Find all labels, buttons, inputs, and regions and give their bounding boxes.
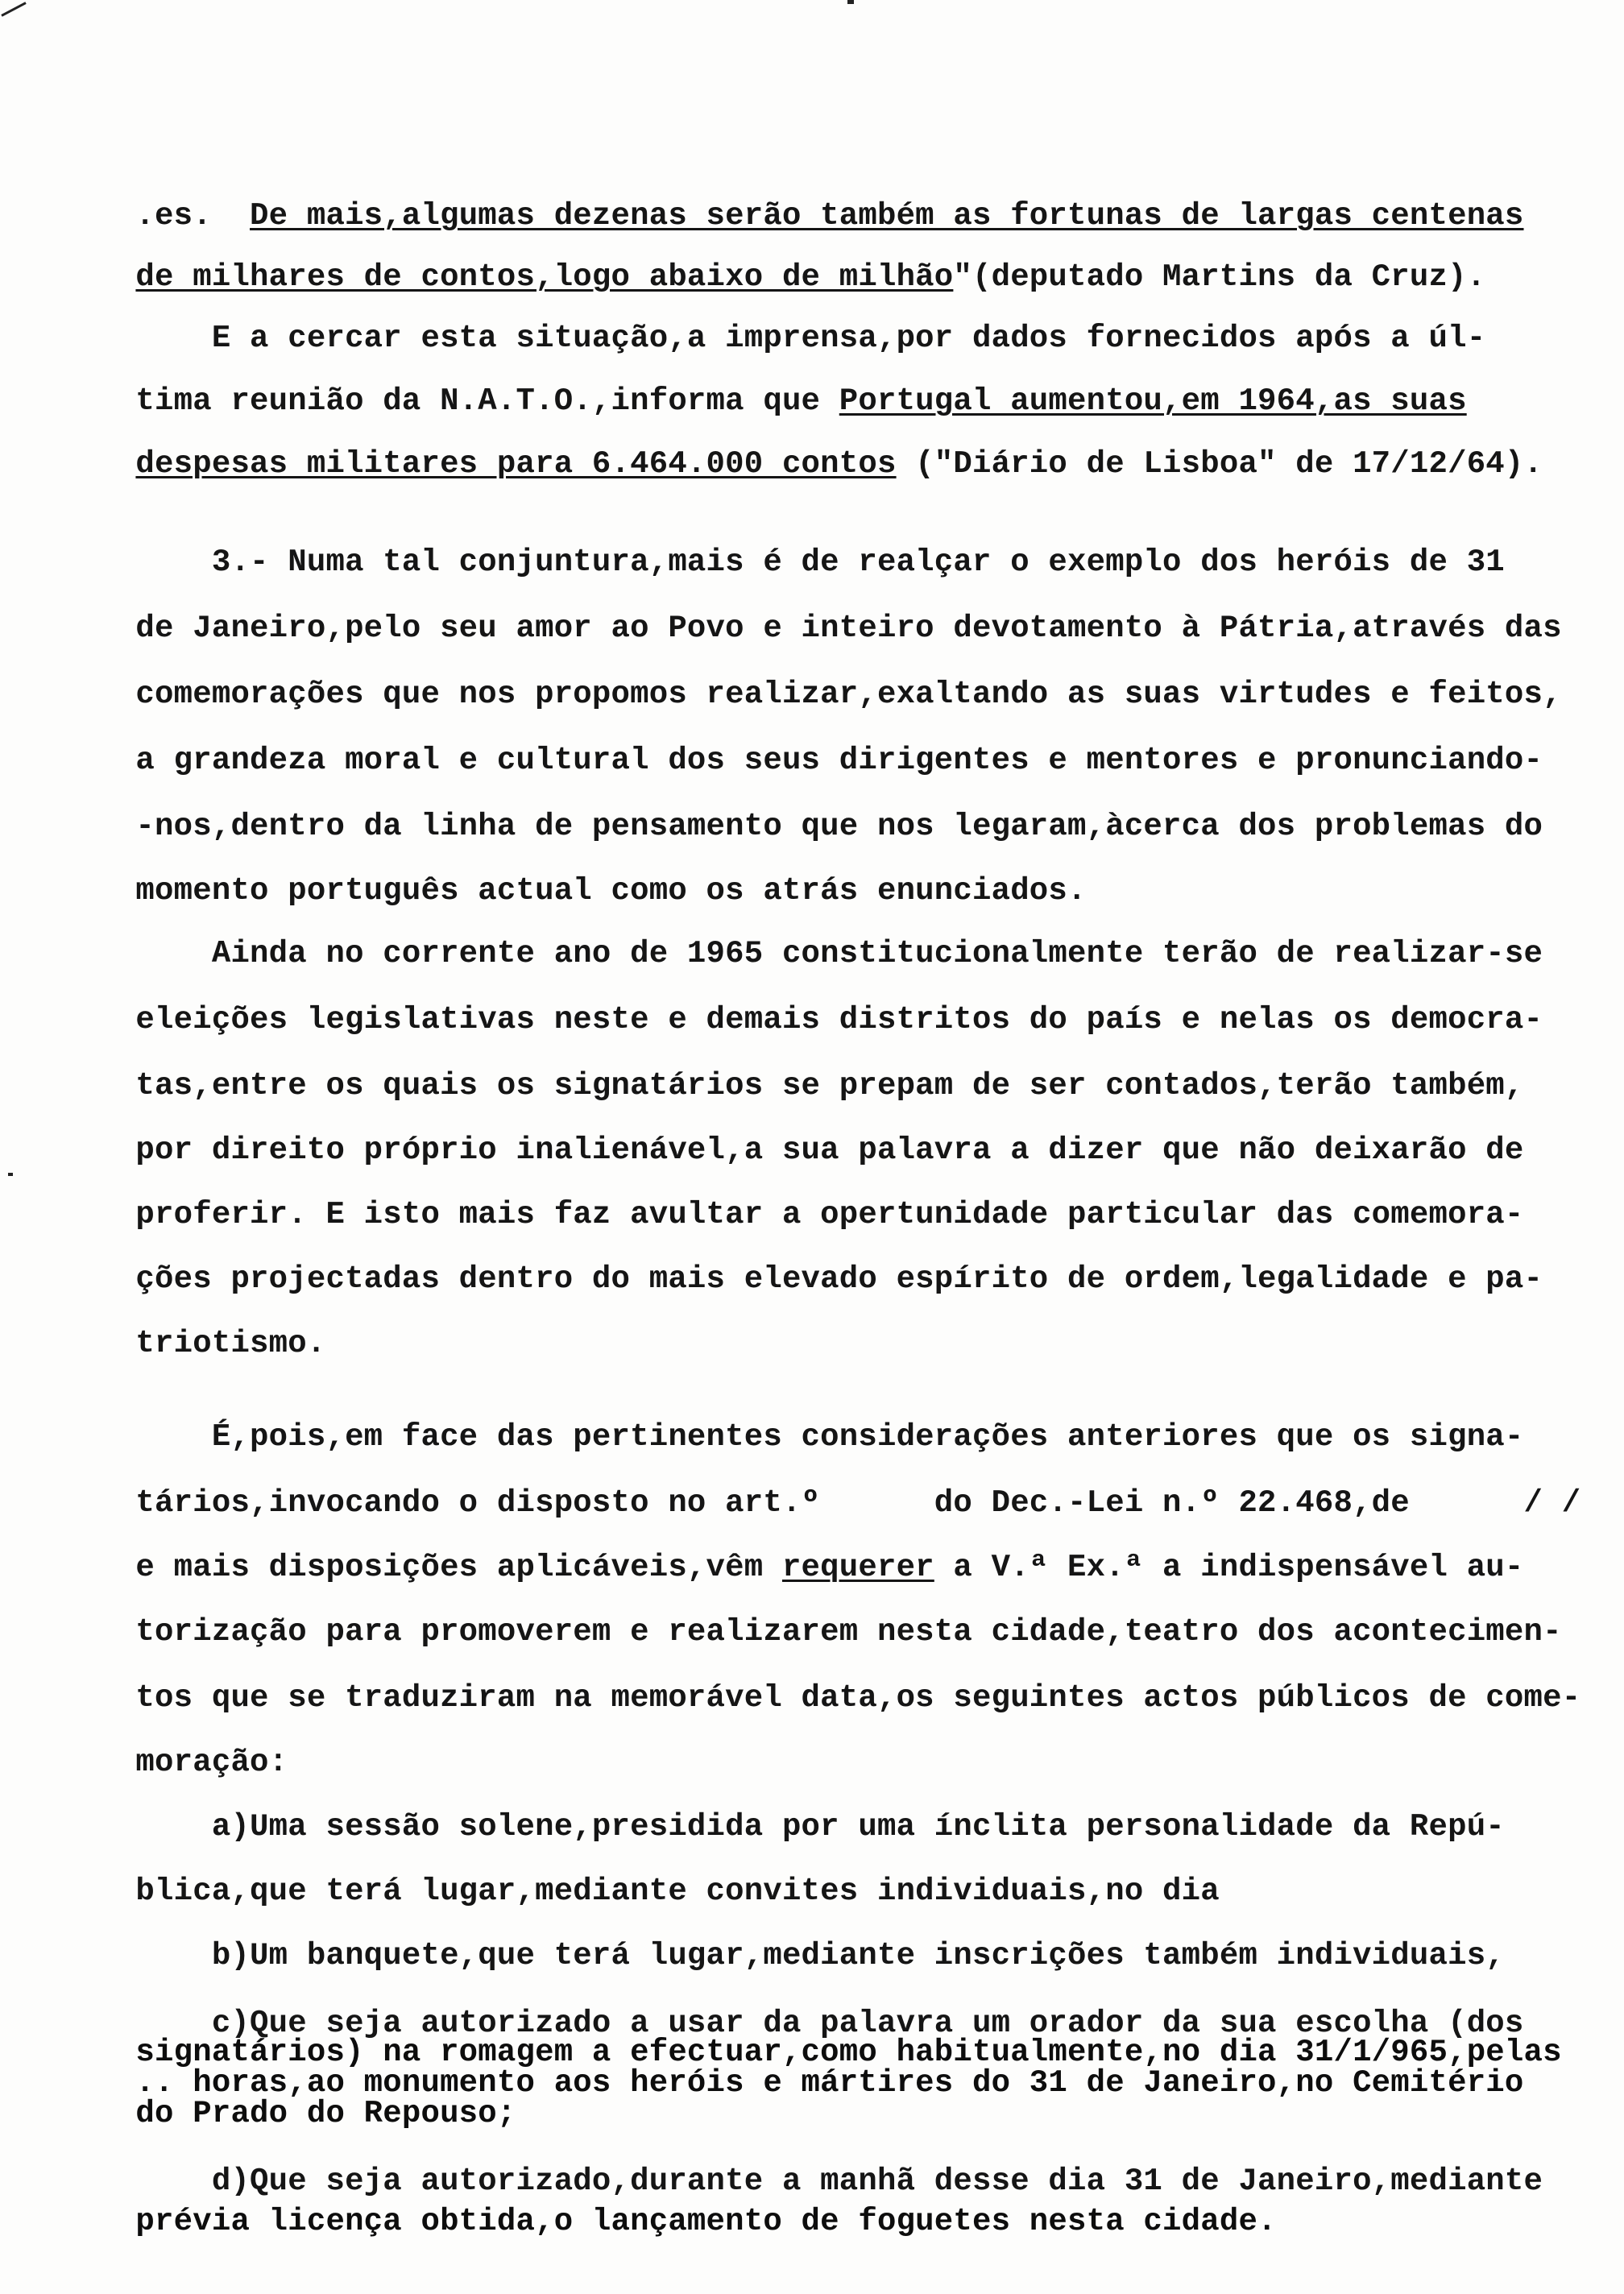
line-segment: c)Que seja autorizado a usar da palavra um orador da sua escolha (dos (135, 2006, 1524, 2041)
line-segment: tos que se traduziram na memorável data,os seguintes actos públicos de come- (135, 1680, 1581, 1716)
line-segment: tas,entre os quais os signatários se prepam de ser contados,terão também, (135, 1068, 1524, 1104)
line-segment: tima reunião da N.A.T.O.,informa que (135, 383, 839, 419)
scan-edge-speck (8, 1173, 13, 1176)
line-segment: -nos,dentro da linha de pensamento que nos legaram,àcerca dos problemas do (135, 809, 1543, 844)
line-segment: torização para promoverem e realizarem nesta cidade,teatro dos acontecimen- (135, 1614, 1562, 1650)
underlined-phrase: Portugal aumentou,em 1964,as suas (839, 383, 1467, 419)
line-segment: b)Um banquete,que terá lugar,mediante inscrições também individuais, (135, 1938, 1505, 1973)
line-segment: eleições legislativas neste e demais distritos do país e nelas os democra- (135, 1002, 1543, 1037)
underlined-phrase: de milhares de contos,logo abaixo de milhão (135, 259, 954, 295)
line-segment: a)Uma sessão solene,presidida por uma ínclita personalidade da Repú- (135, 1809, 1505, 1845)
line-segment: a grandeza moral e cultural dos seus dirigentes e mentores e pronunciando- (135, 743, 1543, 778)
line-segment: ções projectadas dentro do mais elevado espírito de ordem,legalidade e pa- (135, 1261, 1543, 1297)
line-segment: triotismo. (135, 1326, 326, 1361)
line-segment: .es. (135, 198, 251, 234)
line-segment: blica,que terá lugar,mediante convites individuais,no dia (135, 1874, 1220, 1909)
line-segment: a V.ª Ex.ª a indispensável au- (934, 1550, 1524, 1585)
underlined-phrase: despesas militares para 6.464.000 contos (135, 446, 897, 482)
line-segment: "(deputado Martins da Cruz). (953, 259, 1486, 295)
line-segment: e mais disposições aplicáveis,vêm (135, 1550, 782, 1585)
line-segment: comemorações que nos propomos realizar,exaltando as suas virtudes e feitos, (135, 677, 1562, 712)
line-segment: proferir. E isto mais faz avultar a opertunidade particular das comemora- (135, 1197, 1524, 1232)
line-segment: momento português actual como os atrás enunciados. (135, 873, 1087, 909)
text-line-33 (60, 2159, 1277, 2284)
line-segment: moração: (135, 1745, 288, 1780)
line-segment: É,pois,em face das pertinentes considerações anteriores que os signa- (135, 1419, 1524, 1455)
line-segment: E a cercar esta situação,a imprensa,por dados fornecidos após a úl- (135, 321, 1486, 356)
line-segment: d)Que seja autorizado,durante a manhã desse dia 31 de Janeiro,mediante (135, 2164, 1543, 2199)
line-segment: tários,invocando o disposto no art.º do Dec.-Lei n.º 22.468,de / / (135, 1485, 1581, 1521)
scan-corner-mark (1, 2, 26, 17)
underlined-phrase: De mais,algumas dezenas serão também as fortunas de largas centenas (250, 198, 1524, 234)
line-segment: Ainda no corrente ano de 1965 constitucionalmente terão de realizar-se (135, 936, 1543, 971)
line-segment: .. horas,ao monumento aos heróis e mártires do 31 de Janeiro,no Cemitério (135, 2065, 1524, 2101)
line-segment: por direito próprio inalienável,a sua palavra a dizer que não deixarão de (135, 1133, 1524, 1168)
line-segment: prévia licença obtida,o lançamento de foguetes nesta cidade. (135, 2204, 1277, 2239)
line-segment: 3.- Numa tal conjuntura,mais é de realçar o exemplo dos heróis de 31 (135, 545, 1505, 580)
line-segment: do Prado do Repouso; (135, 2096, 516, 2131)
line-segment: de Janeiro,pelo seu amor ao Povo e inteiro devotamento à Pátria,através das (135, 611, 1562, 646)
line-segment: ("Diário de Lisboa" de 17/12/64). (896, 446, 1543, 482)
line-segment: signatários) na romagem a efectuar,como habitualmente,no dia 31/1/965,pelas (135, 2035, 1562, 2070)
underlined-phrase: requerer (781, 1550, 934, 1585)
scan-top-speck (847, 0, 854, 4)
